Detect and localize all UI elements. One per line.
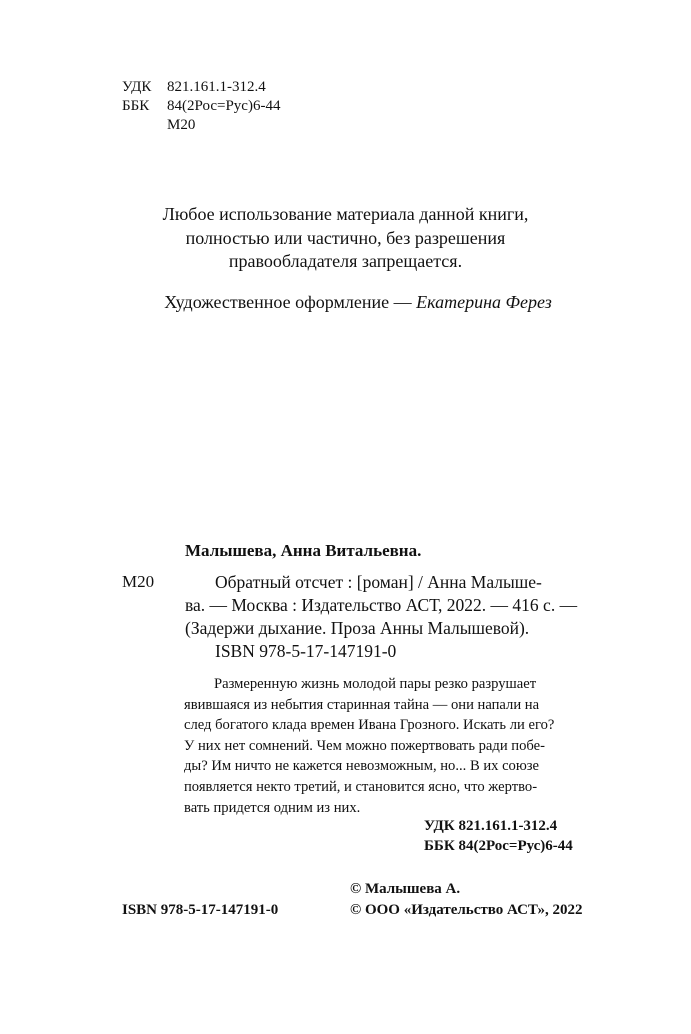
annotation-line: след богатого клада времен Ивана Грозного. Искать ли его? — [184, 717, 555, 734]
udk-top — [122, 78, 266, 97]
notice-line-3: правообладателя запрещается. — [228, 251, 463, 271]
notice-line-2: полностью или частично, без разрешения — [185, 228, 506, 248]
notice-line-1: Любое использование материала данной книги, — [162, 204, 529, 224]
bbk-top — [122, 97, 280, 116]
catalog-author: Малышева, Анна Витальевна. — [185, 541, 422, 560]
annotation-line: явившаяся из небытия старинная тайна — они напали на — [184, 696, 540, 713]
annotation-line: Размеренную жизнь молодой пары резко разрушает — [214, 676, 537, 692]
annotation — [184, 674, 606, 818]
catalog-line-2: ва. — Москва : Издательство АСТ, 2022. — 416 с. — — [185, 595, 578, 615]
bbk-value: 84(2Рос=Рус)6-44 — [167, 98, 281, 114]
copyright-isbn: ISBN 978-5-17-147191-0 — [122, 902, 279, 918]
catalog-isbn: ISBN 978-5-17-147191-0 — [215, 641, 397, 661]
annotation-line: вать придется одним из них. — [184, 799, 361, 816]
designer-name: Екатерина Ферез — [416, 292, 552, 312]
copyright-publisher: © ООО «Издательство АСТ», 2022 — [350, 902, 583, 918]
udk-value: 821.161.1-312.4 — [167, 79, 266, 95]
annotation-line: появляется некто третий, и становится ясно, что жертво- — [184, 778, 538, 795]
catalog-author-sign: М20 — [122, 572, 155, 591]
udk-label: УДК — [122, 79, 152, 95]
bbk-label: ББК — [122, 98, 150, 114]
catalog-line-1: Обратный отсчет : [роман] / Анна Малыше- — [215, 572, 542, 592]
copyright-author: © Малышева А. — [350, 881, 461, 897]
udk-bottom: УДК 821.161.1-312.4 — [424, 818, 558, 834]
design-credit-label: Художественное оформление — — [164, 292, 417, 312]
annotation-line: У них нет сомнений. Чем можно пожертвовать ради побе- — [184, 737, 545, 754]
annotation-line: ды? Им ничто не кажется невозможным, но... В их союзе — [184, 758, 540, 775]
bbk-bottom: ББК 84(2Рос=Рус)6-44 — [424, 838, 573, 854]
author-sign-top: М20 — [167, 117, 196, 133]
design-credit — [0, 291, 691, 313]
catalog-line-3: (Задержи дыхание. Проза Анны Малышевой). — [185, 618, 530, 638]
